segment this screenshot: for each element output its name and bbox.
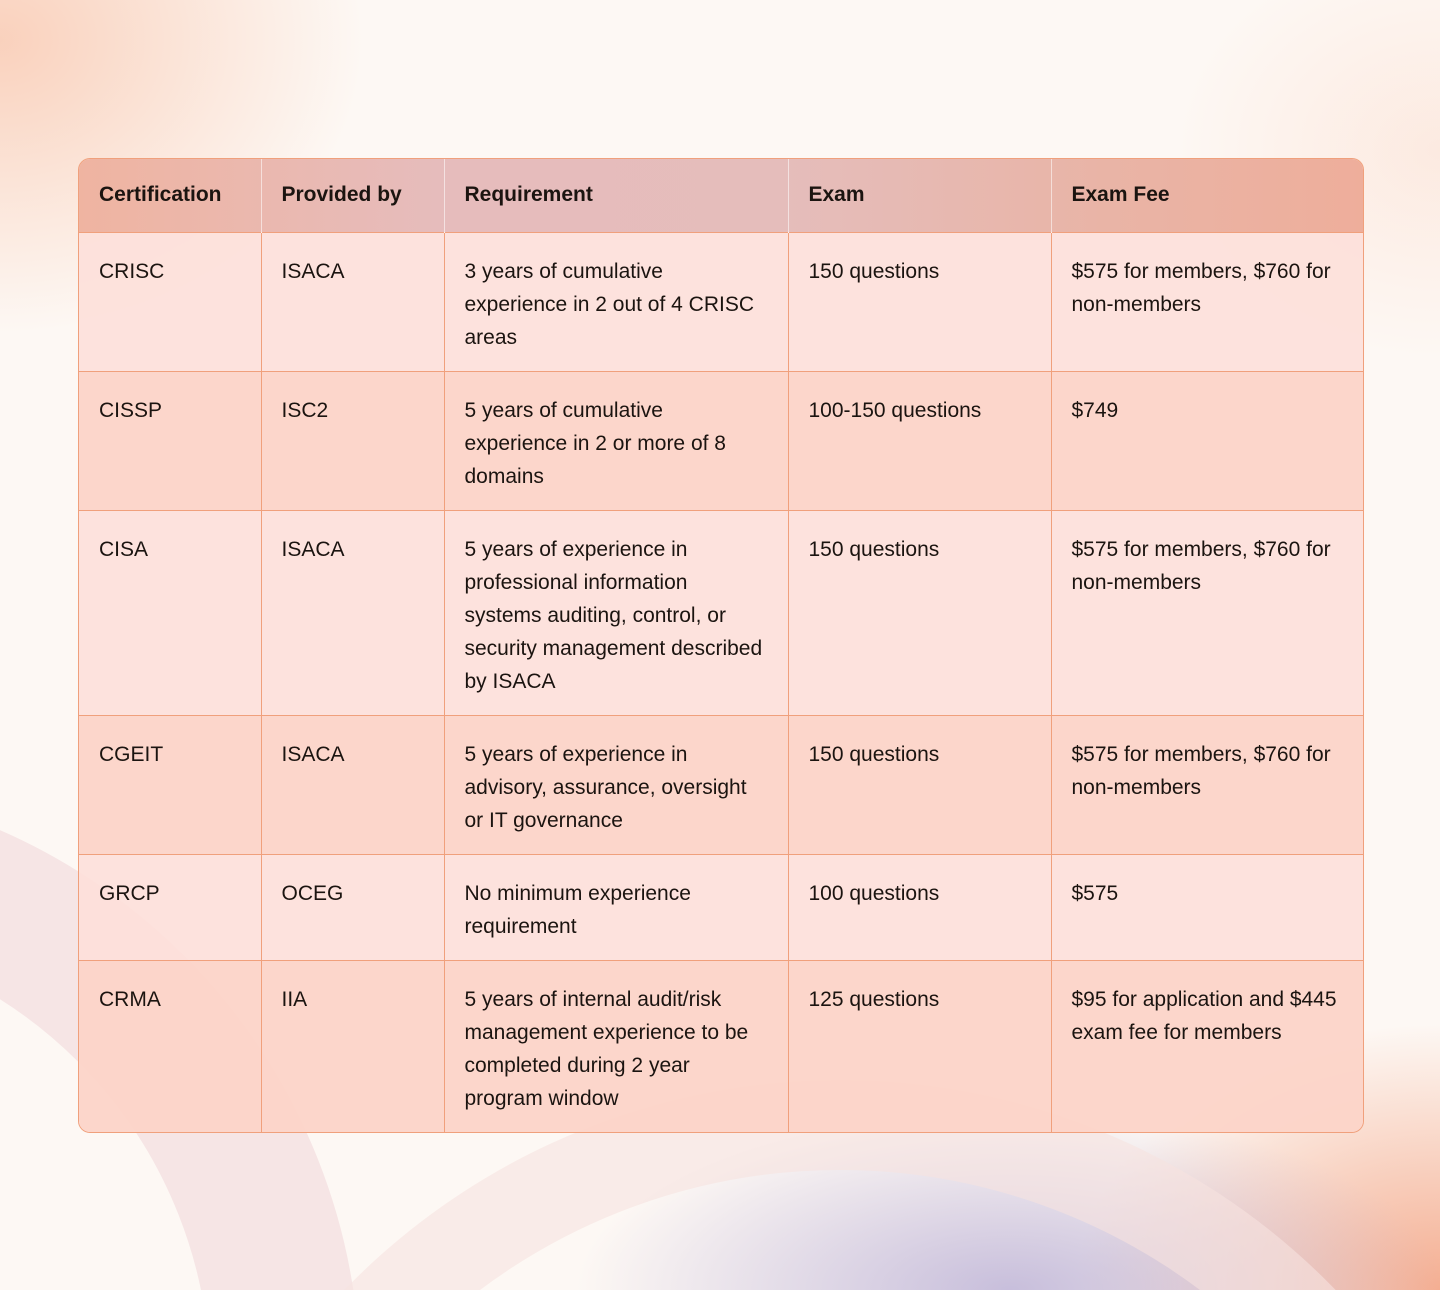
cell-exam-fee: $575	[1051, 854, 1363, 960]
cell-certification: CISSP	[79, 371, 261, 510]
cell-exam: 100-150 questions	[788, 371, 1051, 510]
cell-exam-fee: $575 for members, $760 for non-members	[1051, 510, 1363, 715]
cell-certification: CISA	[79, 510, 261, 715]
cell-certification: CRMA	[79, 960, 261, 1132]
cell-exam: 150 questions	[788, 232, 1051, 371]
cell-requirement: 5 years of experience in advisory, assurance, oversight or IT governance	[444, 715, 788, 854]
cell-provider: ISACA	[261, 715, 444, 854]
header-exam-fee: Exam Fee	[1051, 159, 1363, 232]
certification-table	[79, 159, 1363, 1132]
cell-certification: GRCP	[79, 854, 261, 960]
cell-exam-fee: $95 for application and $445 exam fee for members	[1051, 960, 1363, 1132]
table-row	[79, 371, 1363, 510]
cell-requirement: 3 years of cumulative experience in 2 out of 4 CRISC areas	[444, 232, 788, 371]
cell-provider: ISACA	[261, 232, 444, 371]
cell-requirement: 5 years of internal audit/risk management experience to be completed during 2 year program window	[444, 960, 788, 1132]
cell-exam-fee: $575 for members, $760 for non-members	[1051, 232, 1363, 371]
cell-requirement: 5 years of experience in professional information systems auditing, control, or security management described by ISACA	[444, 510, 788, 715]
cell-exam-fee: $749	[1051, 371, 1363, 510]
header-exam: Exam	[788, 159, 1051, 232]
table-header-row	[79, 159, 1363, 232]
table-row	[79, 715, 1363, 854]
table-row	[79, 510, 1363, 715]
cell-certification: CGEIT	[79, 715, 261, 854]
cell-exam: 100 questions	[788, 854, 1051, 960]
cell-provider: ISACA	[261, 510, 444, 715]
cell-certification: CRISC	[79, 232, 261, 371]
cell-exam: 150 questions	[788, 715, 1051, 854]
header-certification: Certification	[99, 183, 222, 207]
table-row	[79, 960, 1363, 1132]
cell-provider: ISC2	[261, 371, 444, 510]
cell-exam-fee: $575 for members, $760 for non-members	[1051, 715, 1363, 854]
certification-table-card	[78, 158, 1364, 1133]
header-provided-by: Provided by	[261, 159, 444, 232]
cell-exam: 150 questions	[788, 510, 1051, 715]
cell-requirement: 5 years of cumulative experience in 2 or more of 8 domains	[444, 371, 788, 510]
cell-provider: OCEG	[261, 854, 444, 960]
cell-requirement: No minimum experience requirement	[444, 854, 788, 960]
cell-provider: IIA	[261, 960, 444, 1132]
cell-exam: 125 questions	[788, 960, 1051, 1132]
header-requirement: Requirement	[444, 159, 788, 232]
table-row	[79, 232, 1363, 371]
table-row	[79, 854, 1363, 960]
